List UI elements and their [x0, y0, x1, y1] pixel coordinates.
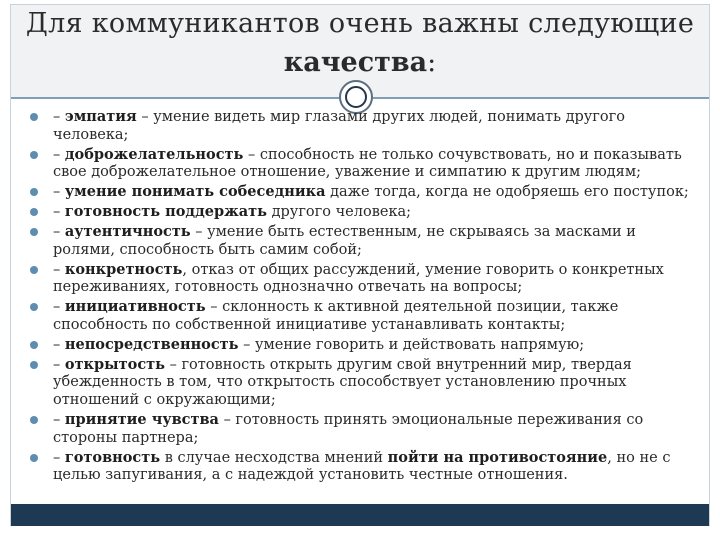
- bullet-icon: [30, 228, 38, 236]
- bullet-icon: [30, 208, 38, 216]
- list-item: [0, 411, 720, 447]
- bullet-icon: [30, 113, 38, 121]
- item-dash: –: [53, 146, 65, 163]
- item-dash: –: [53, 261, 65, 278]
- ring-inner-icon: [345, 86, 367, 108]
- item-term: непосредственность: [64, 335, 239, 353]
- list-item: [0, 183, 720, 202]
- list-item: [0, 356, 720, 410]
- item-text: даже тогда, когда не одобряешь его поступок;: [325, 184, 689, 201]
- item-dash: –: [53, 109, 65, 125]
- bullet-icon: [30, 361, 38, 369]
- slide-title-line2: [11, 47, 709, 78]
- item-dash: –: [53, 223, 65, 240]
- slide-title-colon: :: [427, 47, 437, 78]
- slide-title-bold: качества: [283, 47, 428, 78]
- item-text: – умение видеть мир глазами других людей, понимать другого человека;: [53, 109, 625, 143]
- bullet-icon: [30, 266, 38, 274]
- item-dash: –: [53, 299, 65, 316]
- item-term: принятие чувства: [64, 410, 219, 428]
- bullet-icon: [30, 341, 38, 349]
- item-term: эмпатия: [64, 108, 137, 125]
- bullet-icon: [30, 151, 38, 159]
- item-text: – способность не только сочувствовать, но и показывать свое доброжелательное отношение, уважение и симпатию к другим людям;: [53, 146, 682, 181]
- item-dash: –: [53, 204, 65, 221]
- list-item: [0, 336, 720, 355]
- item-term: конкретность: [64, 260, 183, 278]
- list-item: [0, 203, 720, 222]
- item-text-2: , но не с целью запугивания, а с надеждой установить честные отношения.: [53, 449, 671, 484]
- list-item: [0, 108, 720, 144]
- bullet-icon: [30, 303, 38, 311]
- item-dash: –: [53, 184, 65, 201]
- slide-title-line1: Для коммуникантов очень важны следующие: [25, 8, 695, 39]
- item-term: готовность поддержать: [64, 203, 267, 221]
- list-item: [0, 261, 720, 297]
- item-dash: –: [53, 356, 65, 373]
- item-text: – склонность к активной деятельной позиции, также способность по собственной инициативе устанавливать контакты;: [53, 299, 619, 333]
- bullet-icon: [30, 188, 38, 196]
- item-term: инициативность: [64, 298, 206, 316]
- item-text: – умение говорить и действовать напрямую;: [238, 336, 585, 353]
- item-dash: –: [53, 449, 65, 466]
- item-text: – умение быть естественным, не скрываясь за масками и ролями, способность быть самим собой;: [53, 223, 636, 258]
- item-text: в случае несходства мнений: [160, 449, 388, 466]
- list-item: [0, 449, 720, 485]
- list-item: [0, 146, 720, 182]
- list-item: [0, 298, 720, 334]
- item-term: открытость: [64, 355, 165, 373]
- footer-bar: [11, 504, 709, 526]
- item-dash: –: [53, 336, 65, 353]
- item-term-2: пойти на противостояние: [387, 448, 608, 466]
- item-term: умение понимать собеседника: [64, 183, 326, 201]
- item-dash: –: [53, 411, 65, 428]
- item-text: – готовность принять эмоциональные переживания со стороны партнера;: [53, 411, 644, 446]
- qualities-list: [0, 108, 720, 486]
- item-term: аутентичность: [64, 222, 191, 240]
- item-term: доброжелательность: [64, 145, 244, 163]
- list-item: [0, 223, 720, 259]
- item-text: другого человека;: [266, 204, 412, 221]
- item-term: готовность: [64, 448, 161, 466]
- bullet-icon: [30, 454, 38, 462]
- bullet-icon: [30, 416, 38, 424]
- item-text: , отказ от общих рассуждений, умение говорить о конкретных переживаниях, готовность однозначно отвечать на вопросы;: [53, 261, 664, 296]
- item-text: – готовность открыть другим свой внутренний мир, твердая убежденность в том, что открытость способствует установлению прочных отношений с окружающими;: [53, 356, 632, 409]
